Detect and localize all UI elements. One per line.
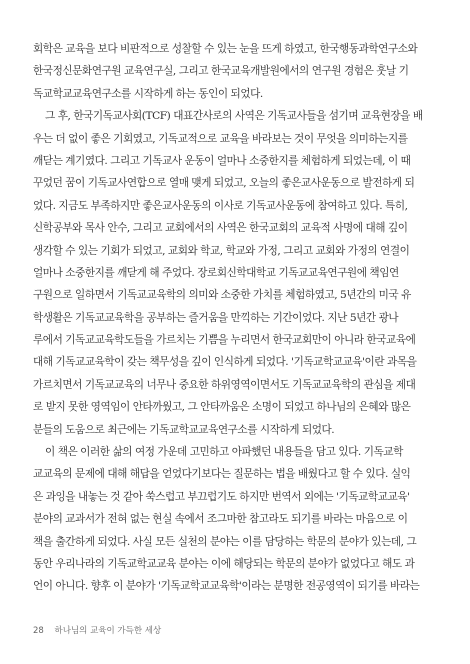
text-line: 꾸었던 꿈이 기독교사연합으로 열매 맺게 되었고, 오늘의 좋은교사운동으로 발전하게 되: [33, 177, 415, 190]
text-line: 한국정신문화연구원 교육연구실, 그리고 한국교육개발원에서의 연구원 경험은 훗날 기: [33, 65, 409, 78]
text-line: 깨닫는 계기였다. 그리고 기독교사 운동이 얼마나 소중한지를 체험하게 되었는데, 이 때: [33, 154, 411, 167]
text-line: 분야의 교과서가 전혀 없는 현실 속에서 조그마한 참고라도 되기를 바라는 마음으로 이: [33, 513, 408, 526]
text-line: 우는 더 없이 좋은 기회였고, 기독교적으로 교육을 바라보는 것이 무엇을 의미하는지를: [33, 132, 408, 145]
page-number: 28: [33, 626, 44, 636]
text-line: 교교육의 문제에 대해 해답을 얻었다기보다는 질문하는 법을 배웠다고 할 수 있다. 실익: [33, 468, 411, 481]
text-line: 생각할 수 있는 기회가 되었고, 교회와 학교, 학교와 가정, 그리고 교회와 가정의 연결이: [33, 244, 410, 257]
text-line: 구원으로 일하면서 기독교교육학의 의미와 소중한 가치를 체험하였고, 5년간의 미국 유: [33, 289, 411, 302]
text-line: 그 후, 한국기독교사회(TCF) 대표간사로의 사역은 기독교사들을 섬기며 교육현장을 배: [45, 110, 423, 123]
document-body: [33, 38, 437, 598]
text-line: 대해 기독교교육학이 갖는 책무성을 깊이 인식하게 되었다. '기독교학교교육'이란 과목을: [33, 356, 417, 369]
text-line: 신학공부와 목사 안수, 그리고 교회에서의 사역은 한국교회의 교육적 사명에 대해 깊이: [33, 222, 408, 235]
text-line: 학생활은 기독교교육학을 공부하는 즐거움을 만끽하는 기간이었다. 지난 5년간 광나: [33, 311, 399, 324]
text-line: 었다. 지금도 부족하지만 좋은교사운동의 이사로 기독교사운동에 참여하고 있다. 특히,: [33, 199, 408, 212]
text-line: 얼마나 소중한지를 깨닫게 해 주었다. 장로회신학대학교 기독교교육연구원에 책임연: [33, 266, 399, 279]
page-footer: [33, 624, 161, 636]
text-line: 책을 출간하게 되었다. 사실 모든 실천의 분야는 이를 담당하는 학문의 분야가 있는데, 그: [33, 535, 417, 548]
text-line: 루에서 기독교교육학도들을 가르치는 기쁨을 누리면서 한국교회만이 아니라 한국교육에: [33, 334, 416, 347]
text-line: 로 받지 못한 영역임이 안타까웠고, 그 안타까움은 소명이 되었고 하나님의 은혜와 많은: [33, 401, 411, 414]
text-line: 이 책은 이러한 삶의 여정 가운데 고민하고 아파했던 내용들을 담고 있다. 기독교학: [45, 446, 403, 459]
running-title: 하나님의 교육이 가득한 세상: [54, 626, 162, 636]
text-line: 가르치면서 기독교교육의 너무나 중요한 하위영역이면서도 기독교교육학의 관심을 제대: [33, 378, 416, 391]
text-line: 회학은 교육을 보다 비판적으로 성찰할 수 있는 눈을 뜨게 하였고, 한국행동과학연구소와: [33, 43, 418, 55]
text-line: 동안 우리나라의 기독교학교교육 분야는 이에 해당되는 학문의 분야가 없었다고 해도 과: [33, 557, 415, 570]
text-line: 독교학교교육연구소를 시작하게 하는 동인이 되었다.: [33, 87, 263, 100]
text-line: 은 과잉을 내놓는 것 같아 쑥스럽고 부끄럽기도 하지만 번역서 외에는 '기독교학교교육': [33, 490, 410, 503]
text-line: 분들의 도움으로 최근에는 기독교학교교육연구소를 시작하게 되었다.: [33, 423, 335, 436]
text-line: 언이 아니다. 향후 이 분야가 '기독교학교교육학'이라는 분명한 전공영역이 되기를 바라는: [33, 580, 420, 593]
